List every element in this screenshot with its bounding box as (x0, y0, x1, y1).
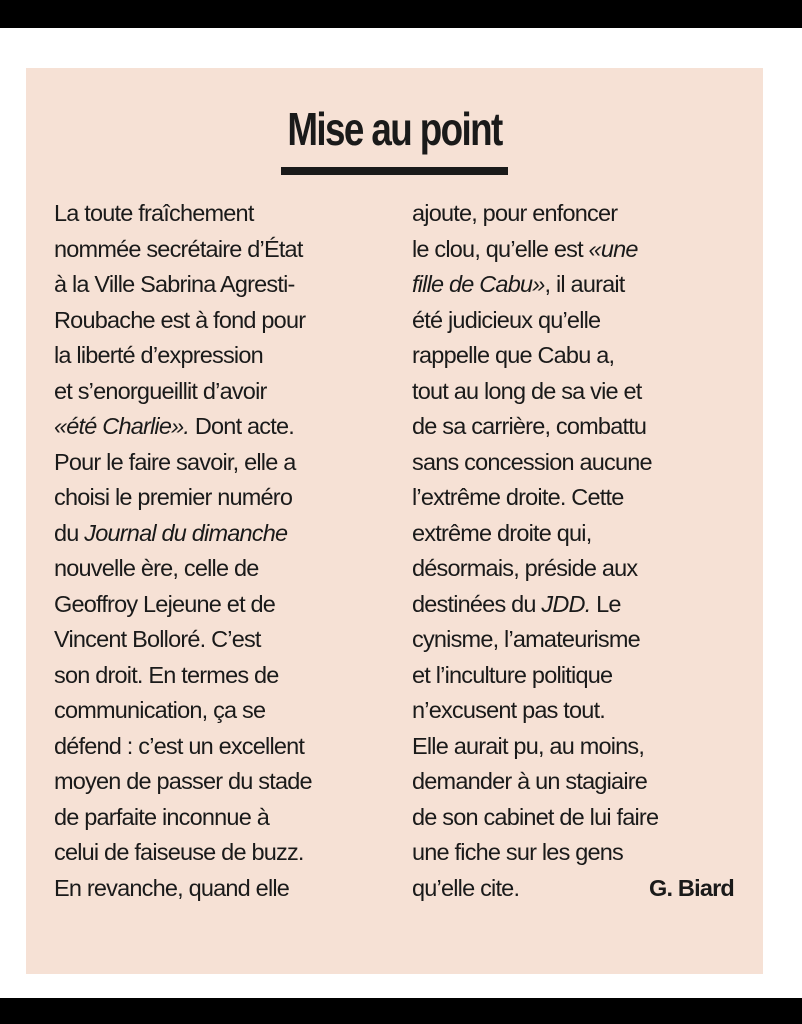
text-segment: extrême droite qui, (412, 519, 592, 546)
text-line (54, 871, 384, 907)
bottom-letterbox-bar (0, 998, 802, 1024)
text-segment: ajoute, pour enfoncer (412, 200, 618, 226)
text-line (412, 800, 747, 836)
text-line (54, 587, 384, 623)
text-line (412, 551, 747, 587)
italic-text-segment: «été Charlie». (54, 413, 190, 439)
text-line (412, 303, 747, 339)
text-segment: Elle aurait pu, au moins, (412, 732, 645, 759)
text-segment: communication, ça se (54, 697, 266, 723)
text-segment: à la Ville Sabrina Agresti- (54, 271, 295, 297)
text-segment: et l’inculture politique (412, 661, 613, 688)
text-line (54, 835, 384, 871)
text-segment: choisi le premier numéro (54, 484, 293, 510)
text-line (54, 729, 384, 765)
text-segment: Geoffroy Lejeune et de (54, 590, 276, 617)
author-signature: G. Biard (648, 874, 734, 901)
text-segment: tout au long de sa vie et (412, 377, 642, 404)
text-segment: nommée secrétaire d’État (54, 235, 303, 262)
text-segment: sans concession aucune (412, 448, 652, 475)
text-segment: , il aurait (544, 271, 625, 297)
text-line (412, 587, 747, 623)
closing-line (412, 871, 734, 907)
text-line (412, 729, 747, 765)
text-line (54, 551, 384, 587)
text-segment: La toute fraîchement (54, 200, 254, 226)
text-segment: n’excusent pas tout. (412, 697, 606, 723)
italic-text-segment: Journal du dimanche (84, 519, 288, 546)
text-segment: et s’enorgueillit d’avoir (54, 377, 267, 404)
text-line (412, 835, 747, 871)
text-line (412, 409, 747, 445)
text-segment: du (54, 519, 85, 546)
text-line (412, 374, 747, 410)
text-segment: la liberté d’expression (54, 342, 263, 368)
closing-line-text: qu’elle cite. (412, 874, 520, 901)
text-line (412, 693, 747, 729)
text-segment: celui de faiseuse de buzz. (54, 839, 304, 865)
text-line (412, 622, 747, 658)
text-segment: En revanche, quand elle (54, 874, 290, 901)
text-line (54, 338, 384, 374)
text-segment: nouvelle ère, celle de (54, 555, 259, 581)
text-segment: moyen de passer du stade (54, 768, 312, 794)
text-line (54, 480, 384, 516)
text-line (54, 374, 384, 410)
text-line (54, 800, 384, 836)
text-segment: Dont acte. (189, 413, 294, 439)
article-column-right (412, 196, 747, 906)
text-line (54, 764, 384, 800)
text-segment: Vincent Bolloré. C’est (54, 626, 261, 652)
text-line (412, 480, 747, 516)
text-line (412, 516, 747, 552)
text-segment: défend : c’est un excellent (54, 732, 305, 759)
text-segment: de sa carrière, combattu (412, 413, 647, 439)
text-segment: cynisme, l’amateurisme (412, 626, 640, 652)
text-segment: rappelle que Cabu a, (412, 342, 615, 368)
title-underline-rule (281, 167, 508, 175)
right-column-lines (412, 196, 747, 871)
text-line (412, 196, 747, 232)
text-line (412, 445, 747, 481)
newspaper-clipping (26, 68, 763, 974)
text-segment: désormais, préside aux (412, 555, 638, 581)
italic-text-segment: «une (588, 235, 638, 262)
text-line (54, 516, 384, 552)
top-letterbox-bar (0, 0, 802, 28)
text-segment: demander à un stagiaire (412, 768, 648, 794)
text-segment: de son cabinet de lui faire (412, 803, 659, 830)
article-column-left (54, 196, 384, 906)
text-segment: de parfaite inconnue à (54, 803, 269, 830)
italic-text-segment: fille de Cabu» (412, 271, 545, 297)
italic-text-segment: JDD. (541, 590, 591, 617)
text-segment: l’extrême droite. Cette (412, 484, 624, 510)
text-line (54, 196, 384, 232)
text-line (54, 622, 384, 658)
text-line (412, 232, 747, 268)
text-line (412, 338, 747, 374)
text-line (54, 267, 384, 303)
text-line (54, 658, 384, 694)
text-line (54, 445, 384, 481)
text-line (412, 764, 747, 800)
text-segment: Le (590, 590, 621, 617)
article-title: Mise au point (287, 103, 502, 155)
text-segment: Roubache est à fond pour (54, 306, 306, 333)
text-line (54, 409, 384, 445)
text-line (54, 232, 384, 268)
text-line (54, 693, 384, 729)
text-segment: destinées du (412, 590, 542, 617)
text-segment: Pour le faire savoir, elle a (54, 448, 296, 475)
text-line (54, 303, 384, 339)
text-line (412, 658, 747, 694)
text-segment: le clou, qu’elle est (412, 235, 589, 262)
text-segment: une fiche sur les gens (412, 839, 624, 865)
text-line (412, 267, 747, 303)
text-segment: son droit. En termes de (54, 661, 279, 688)
text-segment: été judicieux qu’elle (412, 306, 601, 333)
